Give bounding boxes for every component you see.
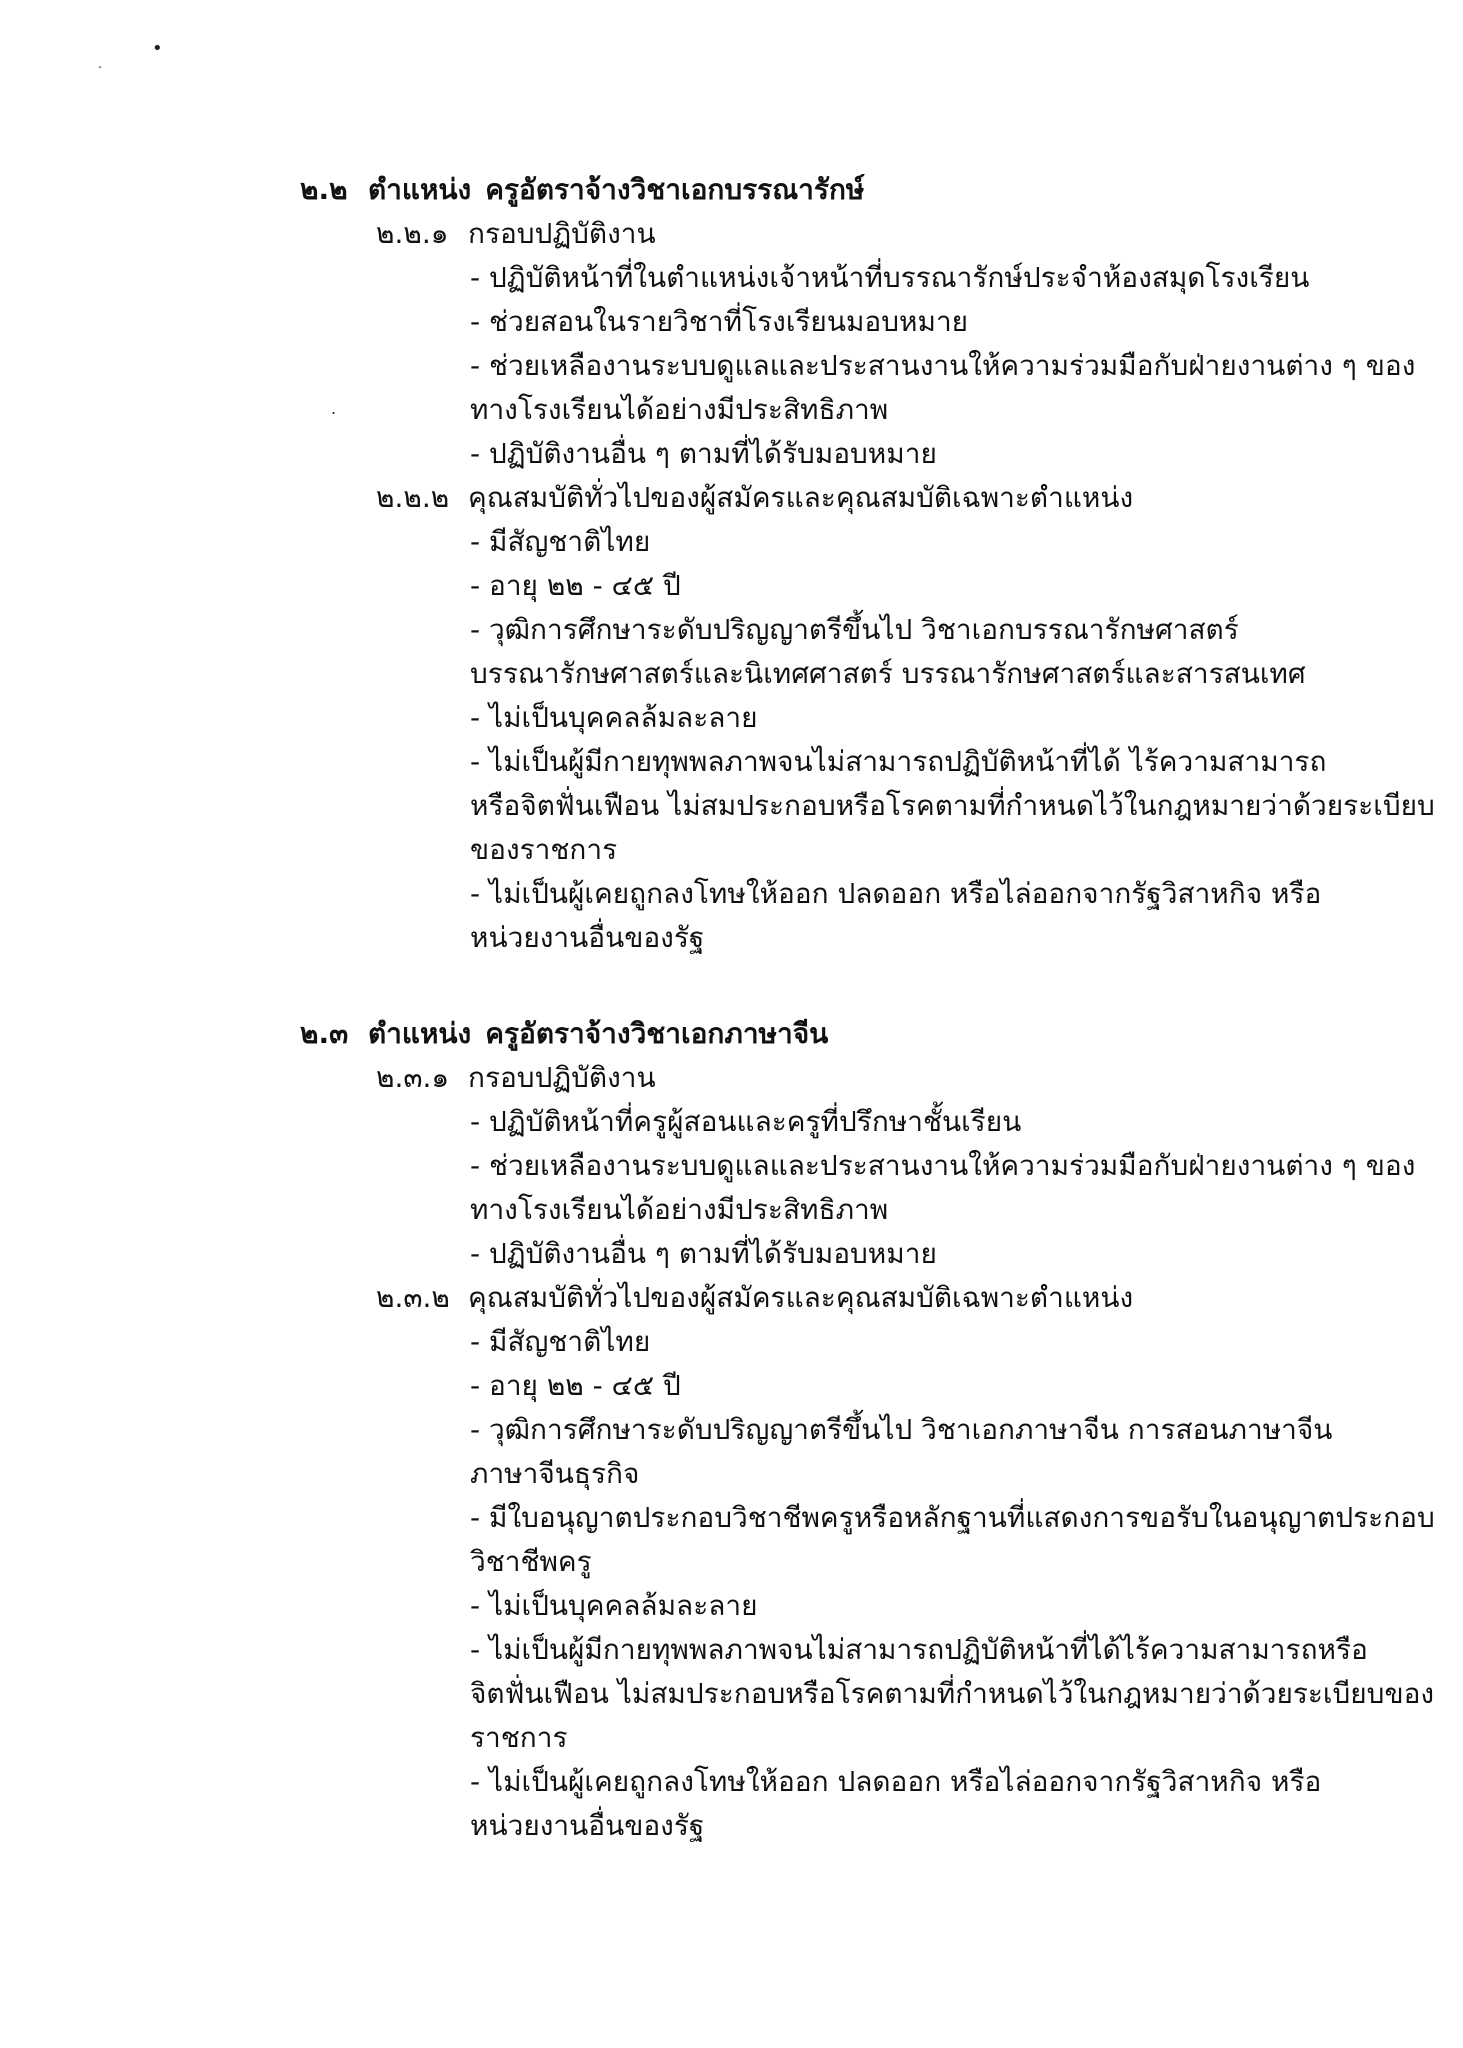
list-item: หน่วยงานอื่นของรัฐ: [470, 921, 705, 954]
section-title: ครูอัตราจ้างวิชาเอกบรรณารักษ์: [485, 173, 865, 206]
subsection-title: คุณสมบัติทั่วไปของผู้สมัครและคุณสมบัติเฉพาะตำแหน่ง: [468, 481, 1134, 514]
subsection-heading: [376, 1276, 1330, 1320]
list-item: ทางโรงเรียนได้อย่างมีประสิทธิภาพ: [470, 393, 889, 426]
list-item: - ไม่เป็นบุคคลล้มละลาย: [470, 701, 758, 734]
list-item: - ไม่เป็นผู้มีกายทุพพลภาพจนไม่สามารถปฏิบัติหน้าที่ได้ไร้ความสามารถหรือ: [470, 1633, 1368, 1666]
subsection-title: คุณสมบัติทั่วไปของผู้สมัครและคุณสมบัติเฉพาะตำแหน่ง: [468, 1281, 1134, 1314]
list-item: - อายุ ๒๒ - ๔๕ ปี: [470, 1369, 681, 1402]
section-heading: [300, 1012, 1330, 1056]
list-item: - วุฒิการศึกษาระดับปริญญาตรีขึ้นไป วิชาเอกบรรณารักษศาสตร์: [470, 613, 1239, 646]
list-item: - มีสัญชาติไทย: [470, 1325, 651, 1358]
list-item: - ปฏิบัติงานอื่น ๆ ตามที่ได้รับมอบหมาย: [470, 437, 937, 470]
subsection-heading: [376, 212, 1330, 256]
list-item: - ไม่เป็นผู้มีกายทุพพลภาพจนไม่สามารถปฏิบัติหน้าที่ได้ ไร้ความสามารถ: [470, 745, 1327, 778]
list-item: วิชาชีพครู: [470, 1545, 592, 1578]
list-item: - ช่วยสอนในรายวิชาที่โรงเรียนมอบหมาย: [470, 305, 969, 338]
list-item: - ไม่เป็นผู้เคยถูกลงโทษให้ออก ปลดออก หรือไล่ออกจากรัฐวิสาหกิจ หรือ: [470, 877, 1322, 910]
subsection-number: ๒.๒.๒: [376, 481, 450, 514]
subsection-title: กรอบปฏิบัติงาน: [468, 1061, 656, 1094]
list-item: - ช่วยเหลืองานระบบดูแลและประสานงานให้ความร่วมมือกับฝ่ายงานต่าง ๆ ของ: [470, 1149, 1416, 1182]
list-item: - วุฒิการศึกษาระดับปริญญาตรีขึ้นไป วิชาเอกภาษาจีน การสอนภาษาจีน: [470, 1413, 1333, 1446]
position-label: ตำแหน่ง: [368, 1017, 472, 1050]
list-item: - มีสัญชาติไทย: [470, 525, 651, 558]
subsection-number: ๒.๓.๑: [376, 1061, 450, 1094]
section-number: ๒.๒: [300, 173, 348, 206]
list-item: บรรณารักษศาสตร์และนิเทศศาสตร์ บรรณารักษศาสตร์และสารสนเทศ: [470, 657, 1306, 690]
section-number: ๒.๓: [300, 1017, 349, 1050]
section-heading: [300, 168, 1330, 212]
subsection-title: กรอบปฏิบัติงาน: [468, 217, 656, 250]
list-item: - มีใบอนุญาตประกอบวิชาชีพครูหรือหลักฐานที่แสดงการขอรับในอนุญาตประกอบ: [470, 1501, 1435, 1534]
list-item: ทางโรงเรียนได้อย่างมีประสิทธิภาพ: [470, 1193, 889, 1226]
position-label: ตำแหน่ง: [368, 173, 472, 206]
list-item: จิตฟั่นเฟือน ไม่สมประกอบหรือโรคตามที่กำหนดไว้ในกฎหมายว่าด้วยระเบียบของ: [470, 1677, 1435, 1710]
subsection-number: ๒.๒.๑: [376, 217, 449, 250]
section-2-2: [300, 168, 1435, 960]
subsection-heading: [376, 1056, 1330, 1100]
list-item: - ไม่เป็นผู้เคยถูกลงโทษให้ออก ปลดออก หรือไล่ออกจากรัฐวิสาหกิจ หรือ: [470, 1765, 1322, 1798]
section-2-3: [300, 1012, 1435, 1848]
subsection-number: ๒.๓.๒: [376, 1281, 450, 1314]
list-item: หน่วยงานอื่นของรัฐ: [470, 1809, 705, 1842]
stray-mark: •: [152, 38, 163, 59]
list-item: ของราชการ: [470, 833, 618, 866]
list-item: - ปฏิบัติงานอื่น ๆ ตามที่ได้รับมอบหมาย: [470, 1237, 937, 1270]
section-title: ครูอัตราจ้างวิชาเอกภาษาจีน: [485, 1017, 829, 1050]
stray-mark: .: [331, 399, 337, 418]
list-item: ราชการ: [470, 1721, 568, 1754]
list-item: - ปฏิบัติหน้าที่ครูผู้สอนและครูที่ปรึกษาชั้นเรียน: [470, 1105, 1022, 1138]
list-item: - อายุ ๒๒ - ๔๕ ปี: [470, 569, 681, 602]
list-item: หรือจิตฟั่นเฟือน ไม่สมประกอบหรือโรคตามที่กำหนดไว้ในกฎหมายว่าด้วยระเบียบ: [470, 789, 1435, 822]
subsection-heading: [376, 476, 1330, 520]
list-item: ภาษาจีนธุรกิจ: [470, 1457, 640, 1490]
list-item: - ไม่เป็นบุคคลล้มละลาย: [470, 1589, 758, 1622]
list-item: - ช่วยเหลืองานระบบดูแลและประสานงานให้ความร่วมมือกับฝ่ายงานต่าง ๆ ของ: [470, 349, 1416, 382]
list-item: - ปฏิบัติหน้าที่ในตำแหน่งเจ้าหน้าที่บรรณารักษ์ประจำห้องสมุดโรงเรียน: [470, 261, 1310, 294]
